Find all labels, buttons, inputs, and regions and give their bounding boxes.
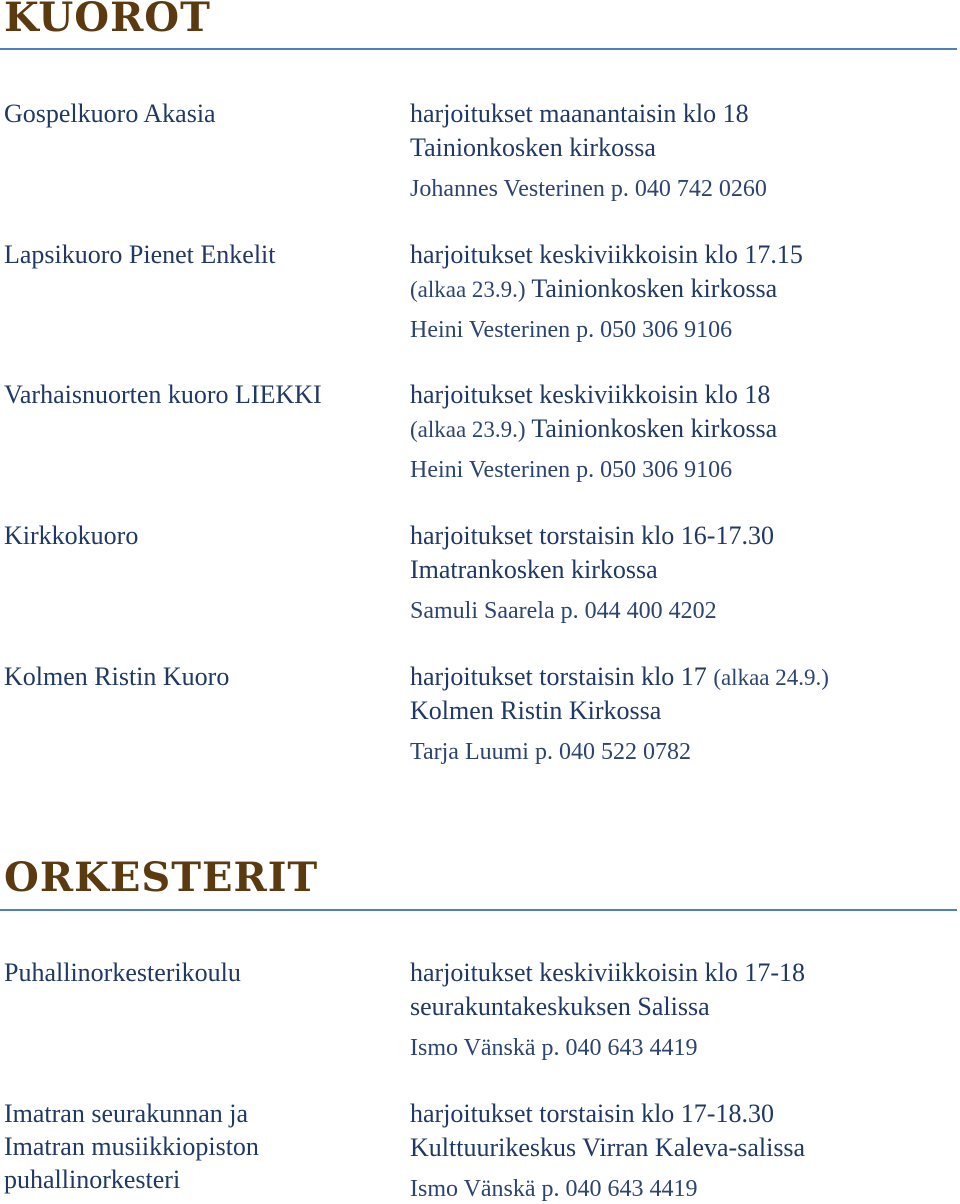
- contact-line: Tarja Luumi p. 040 522 0782: [410, 739, 691, 765]
- group-name: Varhaisnuorten kuoro LIEKKI: [4, 380, 322, 409]
- location-line: (alkaa 23.9.) Tainionkosken kirkossa: [410, 274, 778, 303]
- group-name: Imatran seurakunnan ja Imatran musiikkiopiston puhallinorkesteri: [4, 1099, 259, 1194]
- group-details: [410, 378, 955, 485]
- group-details: [410, 238, 955, 345]
- location-line: Tainionkosken kirkossa: [410, 133, 656, 162]
- contact-line: Heini Vesterinen p. 050 306 9106: [410, 457, 733, 483]
- location-line: seurakuntakeskuksen Salissa: [410, 992, 710, 1021]
- contact-line: Samuli Saarela p. 044 400 4202: [410, 598, 717, 624]
- group-name: Kirkkokuoro: [4, 521, 139, 550]
- group-name: Lapsikuoro Pienet Enkelit: [4, 240, 276, 269]
- section-divider: [0, 48, 957, 50]
- group-details: [410, 519, 955, 626]
- group-details: [410, 660, 955, 767]
- group-name: Gospelkuoro Akasia: [4, 99, 216, 128]
- schedule-line: harjoitukset keskiviikkoisin klo 17.15: [410, 240, 803, 269]
- location-line: (alkaa 23.9.) Tainionkosken kirkossa: [410, 414, 778, 443]
- contact-line: Johannes Vesterinen p. 040 742 0260: [410, 176, 767, 202]
- group-details: [410, 97, 955, 204]
- schedule-line: harjoitukset torstaisin klo 17 (alkaa 24.9.): [410, 662, 829, 691]
- schedule-line: harjoitukset torstaisin klo 17-18.30: [410, 1099, 774, 1128]
- location-line: Imatrankosken kirkossa: [410, 555, 658, 584]
- schedule-line: harjoitukset maanantaisin klo 18: [410, 99, 749, 128]
- contact-line: Heini Vesterinen p. 050 306 9106: [410, 317, 733, 343]
- contact-line: Ismo Vänskä p. 040 643 4419: [410, 1035, 698, 1061]
- location-line: Kolmen Ristin Kirkossa: [410, 696, 662, 725]
- group-name: Puhallinorkesterikoulu: [4, 958, 241, 987]
- contact-line: Ismo Vänskä p. 040 643 4419: [410, 1176, 698, 1202]
- schedule-line: harjoitukset keskiviikkoisin klo 18: [410, 380, 771, 409]
- group-details: [410, 1097, 955, 1204]
- schedule-line: harjoitukset keskiviikkoisin klo 17-18: [410, 958, 806, 987]
- section-title-orkesterit: ORKESTERIT: [4, 854, 319, 901]
- schedule-line: harjoitukset torstaisin klo 16-17.30: [410, 521, 774, 550]
- section-title-kuorot: KUOROT: [4, 0, 211, 41]
- section-divider: [0, 909, 957, 911]
- group-name: Kolmen Ristin Kuoro: [4, 662, 230, 691]
- group-details: [410, 956, 955, 1063]
- location-line: Kulttuurikeskus Virran Kaleva-salissa: [410, 1133, 806, 1162]
